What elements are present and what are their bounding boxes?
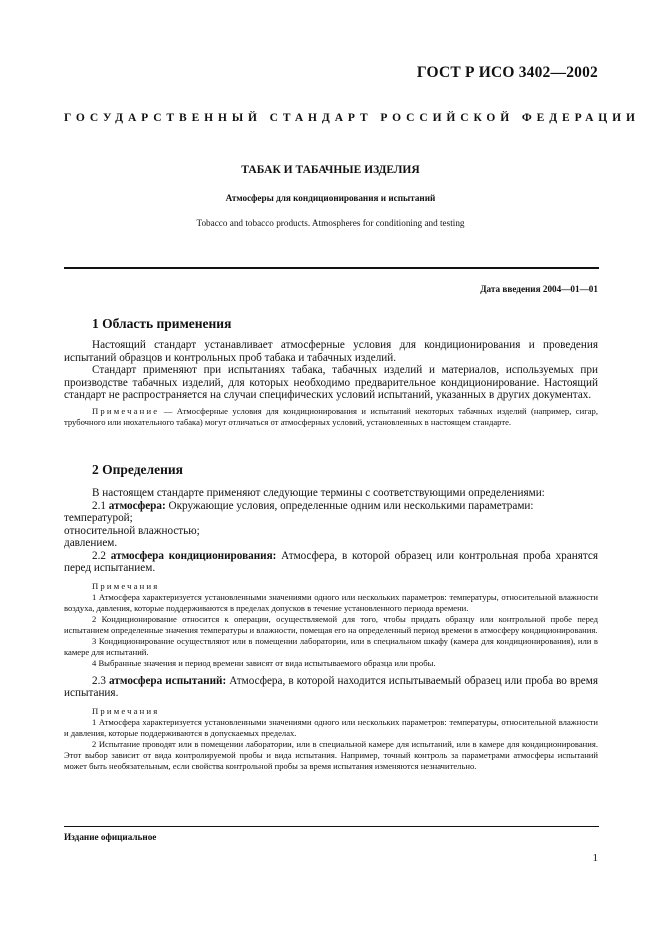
state-standard-line: ГОСУДАРСТВЕННЫЙ СТАНДАРТ РОССИЙСКОЙ ФЕДЕРАЦИИ: [64, 112, 640, 124]
note-item: 4 Выбранные значения и период времени зависят от вида испытываемого образца или пробы.: [92, 657, 436, 668]
note-text: — Атмосферные условия для кондиционирования и испытаний некоторых табачных изделий (например, сигар, трубочного или нюхательного табака) могут отличаться от атмосферных условий, установленных в настоящем стандарте.: [64, 405, 598, 427]
english-title: Tobacco and tobacco products. Atmospheres for conditioning and testing: [196, 218, 465, 228]
definition-2-1: 2.1 атмосфера: Окружающие условия, определенные одним или несколькими параметрами:: [92, 499, 534, 512]
list-item: давлением.: [64, 537, 118, 549]
introduction-date: Дата введения 2004—01—01: [480, 284, 598, 294]
document-subtitle: Атмосферы для кондиционирования и испытаний: [225, 193, 436, 203]
paragraph: Настоящий стандарт устанавливает атмосферные условия для кондиционирования и проведения испытаний образцов и контрольных проб табака и табачных изделий.: [64, 339, 598, 364]
title-divider: [64, 267, 599, 269]
standard-code: ГОСТ Р ИСО 3402—2002: [416, 64, 598, 81]
document-title: ТАБАК И ТАБАЧНЫЕ ИЗДЕЛИЯ: [241, 164, 420, 176]
term: атмосфера испытаний:: [109, 674, 227, 687]
section-heading: 1 Область применения: [92, 316, 232, 331]
notes-label: Примечания: [92, 705, 160, 716]
term: атмосфера кондиционирования:: [110, 549, 277, 562]
page-number: 1: [592, 852, 598, 864]
note-item: 3 Кондиционирование осуществляют или в помещении лаборатории, или в специальном шкафу (камера для кондиционирования), или в камере для испытаний.: [64, 635, 598, 657]
definition-2-3: 2.3 атмосфера испытаний: Атмосфера, в которой находится испытываемый образец или проба во время испытания.: [64, 674, 599, 699]
note-item: 1 Атмосфера характеризуется установленными значениями одного или нескольких параметров: температуры, относительной влажности и давления, которые поддерживаются в допускаемых пределах.: [64, 716, 598, 738]
paragraph: В настоящем стандарте применяют следующие термины с соответствующими определениями:: [92, 487, 545, 499]
footer-divider: [64, 826, 599, 827]
list-item: температурой;: [64, 512, 133, 524]
note: [64, 406, 598, 428]
notes-label: Примечания: [92, 580, 160, 591]
note-item: 2 Кондиционирование относится к операции, осуществляемой для того, чтобы придать образцу или контрольной пробе перед испытанием определенные значения температуры и влажности, помещая его на определенный период времени в атмосферу кондиционирования.: [64, 613, 598, 635]
list-item: относительной влажностью;: [64, 524, 200, 537]
note-item: 2 Испытание проводят или в помещении лаборатории, или в специальной камере для испытаний, или в камере для кондиционирования. Этот выбор зависит от вида контролируемой пробы и вида испытания. Например, точный контроль за параметрами атмосферы испытаний может быть необязательным, если свойства контрольной пробы за время испытания изменяются незначительно.: [64, 738, 598, 771]
section-definitions: [64, 462, 598, 772]
section-scope: [64, 316, 598, 428]
section-heading: 2 Определения: [92, 462, 183, 477]
paragraph: Стандарт применяют при испытаниях табака, табачных изделий и материалов, используемых при производстве табачных изделий, для которых необходимо предварительное кондиционирование. Настоящий стандарт не распространяется на случаи специфических условий испытаний, указанных в других документах.: [64, 364, 598, 401]
edition-note: Издание официальное: [64, 832, 157, 842]
term: атмосфера:: [108, 499, 166, 512]
definition-2-2: 2.2 атмосфера кондиционирования: Атмосфера, в которой образец или контрольная проба хранятся перед испытанием.: [64, 549, 599, 574]
note-label: Примечание: [92, 405, 160, 416]
note-item: 1 Атмосфера характеризуется установленными значениями одного или нескольких параметров: температуры, относительной влажности воздуха, давления, которые поддерживаются в пределах допусков в течение установленного периода времени.: [64, 591, 598, 613]
